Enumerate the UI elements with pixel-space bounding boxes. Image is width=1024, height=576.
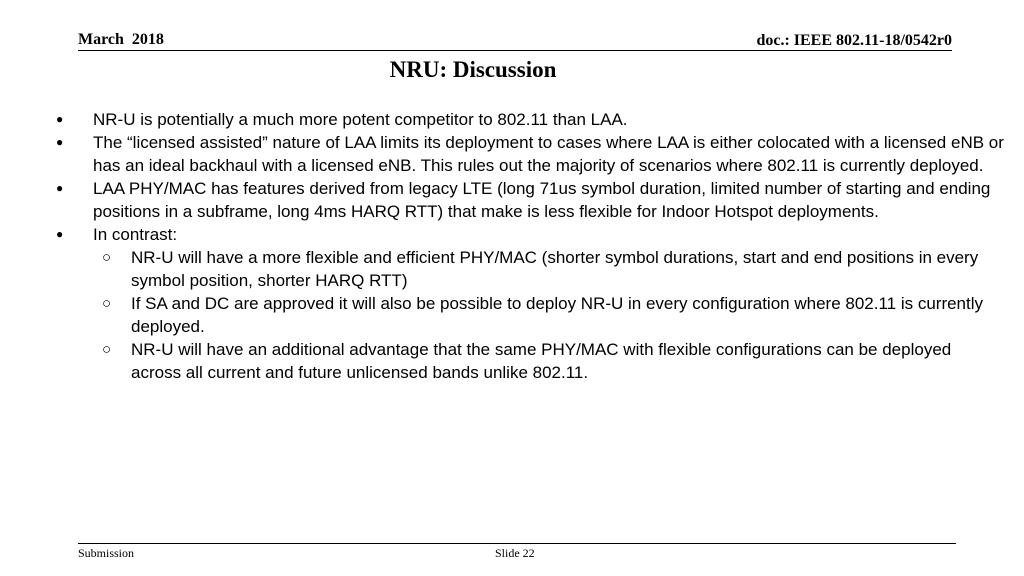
bullet-dot-icon: ● [56, 227, 64, 241]
header-divider [78, 50, 952, 51]
bullet-item [56, 177, 1006, 223]
bullet-text: LAA PHY/MAC has features derived from legacy LTE (long 71us symbol duration, limited number of starting and ending positions in a subframe, long 4ms HARQ RTT) that make is less flexible for Indoor Hotspot deployments. [93, 179, 991, 221]
bullet-item [56, 108, 1006, 131]
footer-submission: Submission [78, 546, 135, 560]
sub-bullet-text: NR-U will have a more flexible and efficient PHY/MAC (shorter symbol durations, start and end positions in every symbol position, shorter HARQ RTT) [131, 248, 979, 290]
sub-bullet-item [94, 246, 1006, 292]
bullet-circle-icon: ○ [102, 341, 112, 358]
sub-bullet-text: If SA and DC are approved it will also be possible to deploy NR-U in every configuration where 802.11 is currently deployed. [131, 294, 984, 336]
bullet-circle-icon: ○ [102, 249, 112, 266]
sub-bullet-item [94, 338, 1006, 384]
footer-divider [78, 543, 956, 544]
footer-slide-number: Slide 22 [495, 546, 535, 560]
slide-content [56, 108, 1006, 384]
bullet-item [56, 131, 1006, 177]
bullet-item [56, 223, 1006, 246]
bullet-dot-icon: ● [56, 112, 64, 126]
bullet-text: In contrast: [93, 225, 178, 244]
bullet-text: NR-U is potentially a much more potent competitor to 802.11 than LAA. [93, 110, 628, 129]
sub-bullet-item [94, 292, 1006, 338]
sub-bullet-text: NR-U will have an additional advantage that the same PHY/MAC with flexible configurations can be deployed across all current and future unlicensed bands unlike 802.11. [131, 340, 952, 382]
bullet-dot-icon: ● [56, 135, 64, 149]
bullet-list [56, 108, 1006, 246]
header-doc-id: doc.: IEEE 802.11-18/0542r0 [756, 32, 952, 49]
bullet-text: The “licensed assisted” nature of LAA limits its deployment to cases where LAA is either colocated with a licensed eNB or has an ideal backhaul with a licensed eNB. This rules out the majority of scenarios where 802.11 is currently deployed. [93, 133, 1004, 175]
bullet-circle-icon: ○ [102, 295, 112, 312]
bullet-dot-icon: ● [56, 181, 64, 195]
slide-title: NRU: Discussion [389, 57, 557, 82]
header-date: March 2018 [78, 31, 164, 48]
sub-bullet-list [56, 246, 1006, 384]
